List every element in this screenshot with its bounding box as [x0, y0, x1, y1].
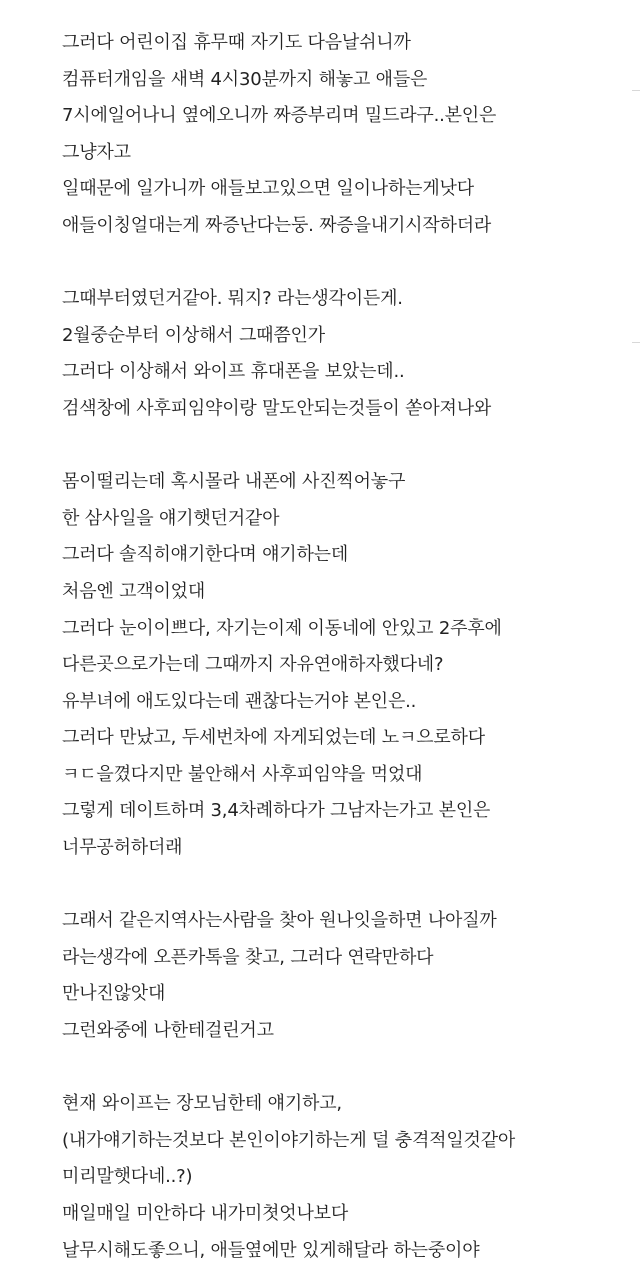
paragraph-gap: [62, 428, 640, 465]
text-line: 그러다 솔직히얘기한다며 얘기하는데: [62, 544, 349, 566]
text-line: 만나진않앗대: [62, 983, 166, 1005]
text-line: 그냥자고: [62, 141, 131, 163]
text-line: 일때문에 일가니까 애들보고있으면 일이나하는게낫다: [62, 178, 474, 200]
text-line: 그래서 같은지역사는사람을 찾아 원나잇을하면 나아질까: [62, 910, 497, 932]
text-line: 컴퓨터개임을 새벽 4시30분까지 해놓고 애들은: [62, 68, 428, 90]
text-line: 검색창에 사후피임약이랑 말도안되는것들이 쏟아져나와: [62, 397, 492, 419]
text-line: 너무공허하더래: [62, 837, 183, 859]
text-line: 그러다 어린이집 휴무때 자기도 다음날쉬니까: [62, 32, 411, 53]
paragraph-gap: [62, 1050, 640, 1087]
paragraph-5: [62, 1086, 640, 1269]
text-line: 그렇게 데이트하며 3,4차례하다가 그남자는가고 본인은: [62, 800, 491, 822]
paragraph-4: [62, 903, 640, 1049]
text-line: 유부녀에 애도있다는데 괜찮다는거야 본인은..: [62, 690, 417, 712]
paragraph-3: [62, 464, 640, 867]
text-line: 날무시해도좋으니, 애들옆에만 있게해달라 하는중이야: [62, 1239, 480, 1261]
text-line: 한 삼사일을 얘기햇던거같아: [62, 507, 280, 529]
text-line: 다른곳으로가는데 그때까지 자유연애하자했다네?: [62, 654, 444, 676]
text-line: 그때부터였던거같아. 뭐지? 라는생각이든게.: [62, 288, 403, 310]
text-line: (내가얘기하는것보다 본인이야기하는게 덜 충격적일것같아: [62, 1129, 516, 1151]
text-line: 미리말햇다네..?): [62, 1166, 193, 1188]
text-line: 그러다 만났고, 두세번차에 자게되었는데 노ㅋ으로하다: [62, 727, 485, 749]
text-line: ㅋㄷ을꼈다지만 불안해서 사후피임약을 먹었대: [62, 763, 423, 785]
paragraph-gap: [62, 245, 640, 282]
paragraph-2: [62, 281, 640, 427]
text-line: 라는생각에 오픈카톡을 찾고, 그러다 연락만하다: [62, 946, 434, 968]
paragraph-1: [62, 25, 640, 245]
text-line: 그러다 눈이이쁘다, 자기는이제 이동네에 안있고 2주후에: [62, 617, 502, 639]
text-line: 애들이칭얼대는게 짜증난다는둥. 짜증을내기시작하더라: [62, 214, 492, 236]
edge-divider: [632, 342, 640, 343]
text-line: 현재 와이프는 장모님한테 얘기하고,: [62, 1093, 342, 1115]
text-line: 처음엔 고객이었대: [62, 580, 206, 602]
edge-divider: [632, 90, 640, 91]
text-line: 7시에일어나니 옆에오니까 짜증부리며 밀드라구..본인은: [62, 105, 497, 127]
text-line: 그런와중에 나한테걸린거고: [62, 1020, 274, 1042]
text-line: 매일매일 미안하다 내가미쳣엇나보다: [62, 1203, 349, 1224]
text-line: 그러다 이상해서 와이프 휴대폰을 보았는데..: [62, 361, 405, 383]
text-line: 몸이떨리는데 혹시몰라 내폰에 사진찍어놓구: [62, 471, 406, 493]
text-line: 2월중순부터 이상해서 그때쯤인가: [62, 324, 325, 346]
paragraph-gap: [62, 867, 640, 904]
